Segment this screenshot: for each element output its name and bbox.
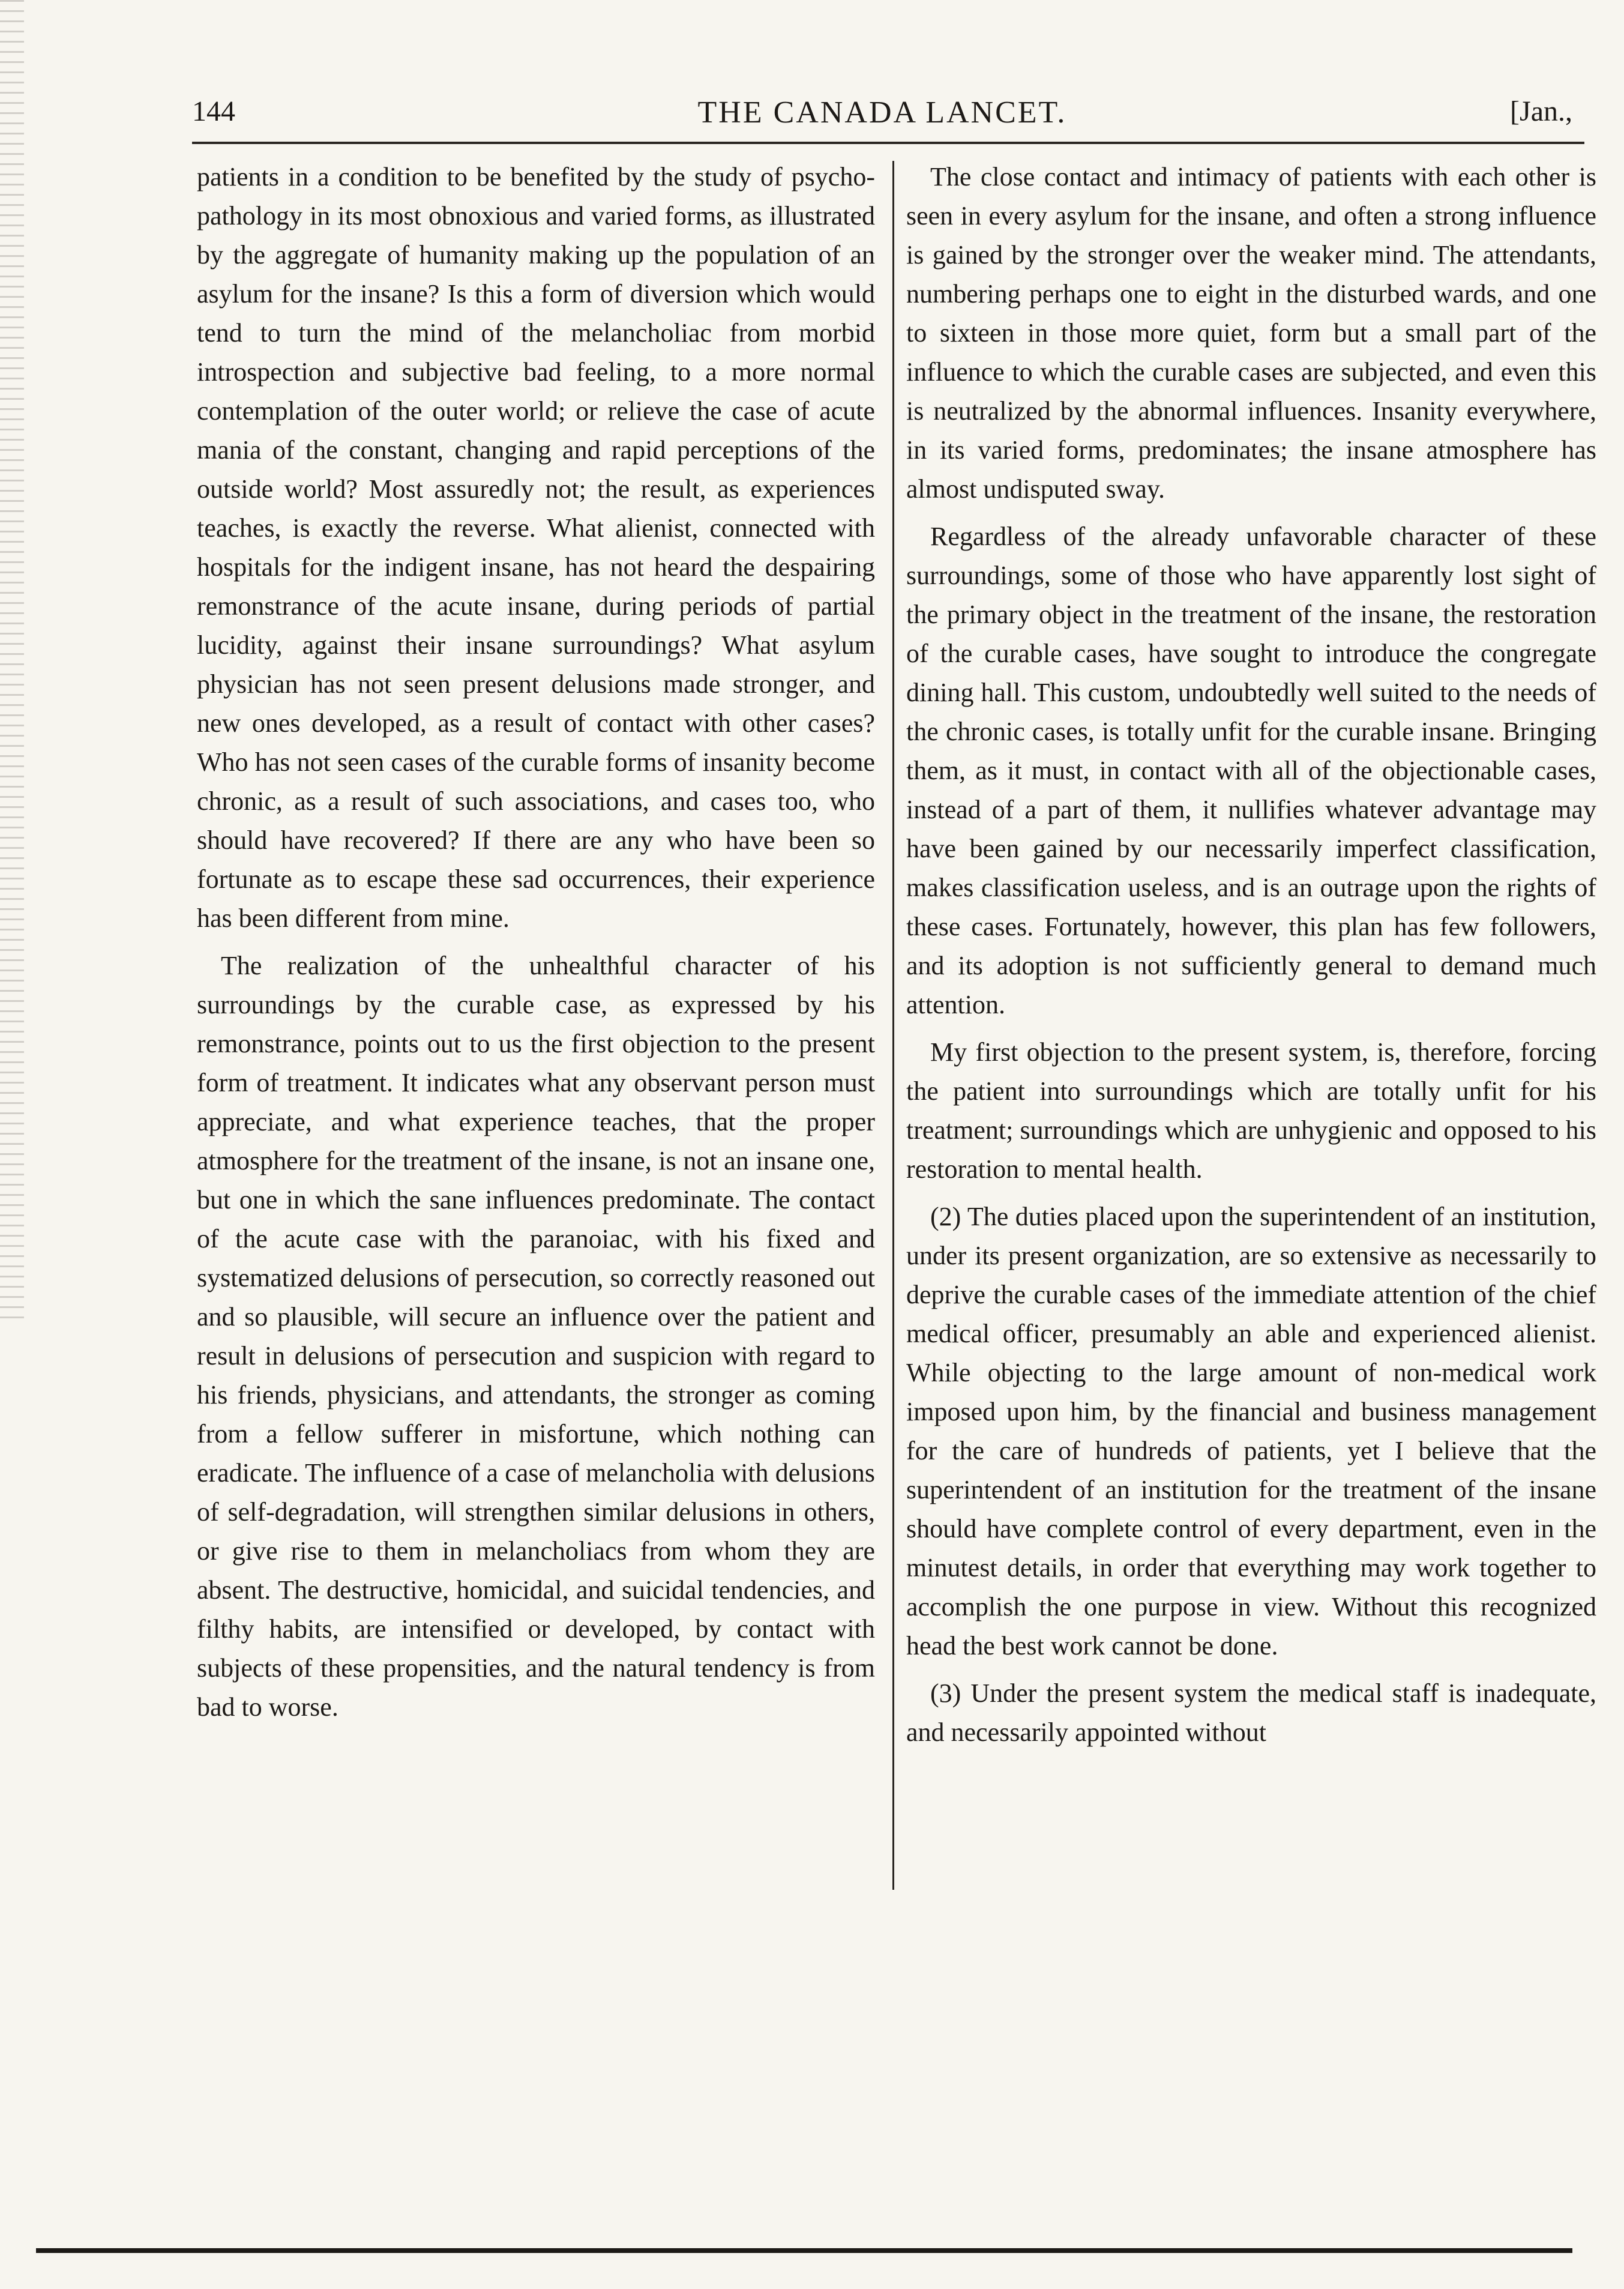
page-edge-speckle [0, 0, 24, 1321]
left-paragraph-2: The realization of the unhealthful character of his surroundings by the curable case, as expressed by his remonstrance, points out to us the first objection to the present form of treatment. It indicates what any observant person must appreciate, and what experience teaches, that the proper atmosphere for the treatment of the insane, is not an insane one, but one in which the sane influences predominate. The contact of the acute case with the paranoiac, with his fixed and systematized delusions of persecution, so correctly reasoned out and so plausible, will secure an influence over the patient and result in delusions of persecution and suspicion with regard to his friends, physicians, and attendants, the stronger as coming from a fellow sufferer in misfortune, which nothing can eradicate. The influence of a case of melancholia with delusions of self-degradation, will strengthen similar delusions in others, or give rise to them in melancholiacs from whom they are absent. The destructive, homicidal, and suicidal tendencies, and filthy habits, are intensified or developed, by contact with subjects of these propensities, and the natural tendency is from bad to worse. [197, 951, 875, 1722]
left-column [197, 157, 875, 1735]
page-number: 144 [192, 95, 235, 127]
running-header [192, 95, 1572, 143]
header-rule [192, 142, 1584, 144]
journal-title: THE CANADA LANCET. [697, 95, 1067, 130]
right-paragraph-5: (3) Under the present system the medical staff is inadequate, and necessarily appointed without [906, 1678, 1596, 1747]
issue-month: [Jan., [1510, 95, 1572, 127]
right-paragraph-2: Regardless of the already unfavorable character of these surroundings, some of those who have apparently lost sight of the primary object in the treatment of the insane, the restoration of the curable cases, have sought to introduce the congregate dining hall. This custom, undoubtedly well suited to the needs of the chronic cases, is totally unfit for the curable insane. Bringing them, as it must, in contact with all of the objectionable cases, instead of a part of them, it nullifies whatever advantage may have been gained by our necessarily imperfect classification, makes classification useless, and is an outrage upon the rights of these cases. Fortunately, however, this plan has few followers, and its adoption is not sufficiently general to demand much attention. [906, 522, 1596, 1019]
page-bottom-rule [36, 2248, 1572, 2253]
right-paragraph-1: The close contact and intimacy of patients with each other is seen in every asylum for the insane, and often a strong influence is gained by the stronger over the weaker mind. The attendants, numbering perhaps one to eight in the disturbed wards, and one to sixteen in those more quiet, form but a small part of the influence to which the curable cases are subjected, and even this is neutralized by the abnormal influences. Insanity everywhere, in its varied forms, predominates; the insane atmosphere has almost undisputed sway. [906, 162, 1596, 504]
right-paragraph-3: My first objection to the present system, is, therefore, forcing the patient into surroundings which are totally unfit for his treatment; surroundings which are unhygienic and opposed to his restoration to mental health. [906, 1037, 1596, 1184]
right-paragraph-4: (2) The duties placed upon the superintendent of an institution, under its present organization, are so extensive as necessarily to deprive the curable cases of the immediate attention of the chief medical officer, presumably an able and experienced alienist. While objecting to the large amount of non-medical work imposed upon him, by the financial and business management for the care of hundreds of patients, yet I believe that the superintendent of an institution for the treatment of the insane should have complete control of every department, even in the minutest details, in order that everything may work together to accomplish the one purpose in view. Without this recognized head the best work cannot be done. [906, 1202, 1596, 1660]
column-divider [892, 161, 894, 1890]
left-paragraph-1: patients in a condition to be benefited by the study of psycho-pathology in its most obnoxious and varied forms, as illustrated by the aggregate of humanity making up the population of an asylum for the insane? Is this a form of diversion which would tend to turn the mind of the melancholiac from morbid introspection and subjective bad feeling, to a more normal contemplation of the outer world; or relieve the case of acute mania of the constant, changing and rapid perceptions of the outside world? Most assuredly not; the result, as experiences teaches, is exactly the reverse. What alienist, connected with hospitals for the indigent insane, has not heard the despairing remonstrance of the acute insane, during periods of partial lucidity, against their insane surroundings? What asylum physician has not seen present delusions made stronger, and new ones developed, as a result of contact with other cases? Who has not seen cases of the curable forms of insanity become chronic, as a result of such associations, and cases too, who should have recovered? If there are any who have been so fortunate as to escape these sad occurrences, their experience has been different from mine. [197, 162, 875, 933]
right-column [906, 157, 1596, 1760]
